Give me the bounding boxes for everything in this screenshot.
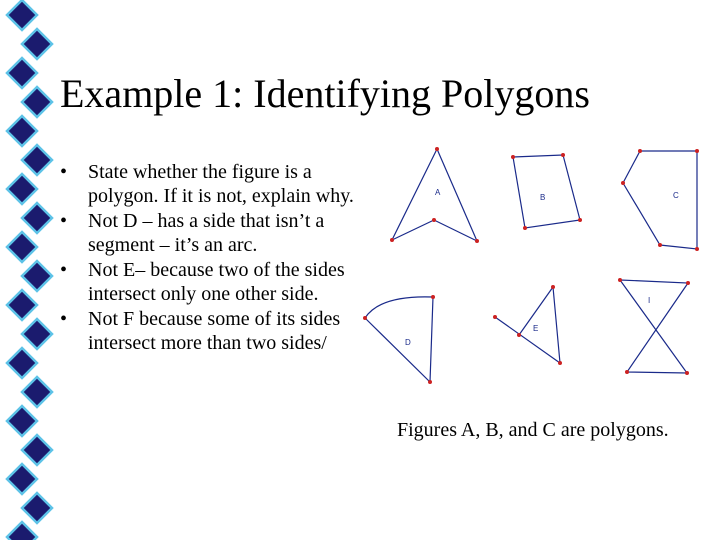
vertex-dot (658, 243, 662, 247)
vertex-dot (625, 370, 629, 374)
figure-f-edges (620, 280, 688, 373)
figure-f-label: I (648, 296, 651, 305)
bullet-dot: • (60, 210, 68, 232)
border-diamond (7, 406, 37, 436)
vertex-dot (523, 226, 527, 230)
figure-d-label: D (405, 338, 411, 347)
border-diamond (22, 87, 52, 117)
vertex-dot (475, 239, 479, 243)
vertex-dot (428, 380, 432, 384)
vertex-dot (431, 295, 435, 299)
border-diamond (22, 377, 52, 407)
figure-b (511, 153, 582, 230)
slide-title: Example 1: Identifying Polygons (60, 71, 590, 116)
figure-d-arc (365, 297, 433, 318)
vertex-dot (432, 218, 436, 222)
border-diamond (22, 203, 52, 233)
vertex-dot (638, 149, 642, 153)
border-diamond (22, 29, 52, 59)
border-diamond (7, 58, 37, 88)
bullet-item (56, 307, 356, 355)
vertex-dot (695, 247, 699, 251)
vertex-dot (578, 218, 582, 222)
figure-b-edges (513, 155, 580, 228)
bullet-item (56, 160, 356, 208)
border-diamond (7, 116, 37, 146)
diamond-border (0, 0, 60, 540)
figures-caption: Figures A, B, and C are polygons. (397, 419, 669, 441)
border-diamond (22, 261, 52, 291)
border-diamond (7, 464, 37, 494)
bullet-dot: • (60, 308, 68, 330)
border-diamond (7, 290, 37, 320)
bullet-item (56, 209, 356, 257)
figure-e-label: E (533, 324, 539, 333)
border-diamond (7, 174, 37, 204)
bullet-dot: • (60, 259, 68, 281)
figure-a (390, 147, 479, 243)
vertex-dot (621, 181, 625, 185)
figure-f (618, 278, 690, 375)
vertex-dot (435, 147, 439, 151)
bullet-text: Not F because some of its sides intersect more than two sides/ (88, 308, 341, 354)
figure-a-label: A (435, 188, 441, 197)
border-diamond (7, 522, 37, 540)
bullet-text: State whether the figure is a polygon. If it is not, explain why. (88, 161, 354, 207)
figure-c-label: C (673, 191, 679, 200)
figure-d-edges (365, 297, 433, 382)
border-diamond (22, 319, 52, 349)
figure-c (621, 149, 699, 251)
vertex-dot (551, 285, 555, 289)
bullet-dot: • (60, 161, 68, 183)
border-diamond (22, 435, 52, 465)
vertex-dot (685, 371, 689, 375)
border-diamond (7, 0, 37, 30)
vertex-dot (511, 155, 515, 159)
border-diamond (7, 232, 37, 262)
figure-e-edges (495, 287, 560, 363)
border-diamond (22, 493, 52, 523)
vertex-dot (390, 238, 394, 242)
vertex-dot (618, 278, 622, 282)
polygon-figures (355, 135, 720, 400)
vertex-dot (363, 316, 367, 320)
vertex-dot (493, 315, 497, 319)
figure-c-edges (623, 151, 697, 249)
bullet-text: Not D – has a side that isn’t a segment – it’s an arc. (88, 210, 325, 256)
figure-b-label: B (540, 193, 546, 202)
vertex-dot (695, 149, 699, 153)
vertex-dot (517, 333, 521, 337)
figure-d (363, 295, 435, 384)
vertex-dot (561, 153, 565, 157)
bullet-text: Not E– because two of the sides intersect only one other side. (88, 259, 345, 305)
bullet-list (56, 160, 356, 356)
border-diamond (22, 145, 52, 175)
bullet-item (56, 258, 356, 306)
vertex-dot (686, 281, 690, 285)
figure-a-edge (437, 149, 477, 241)
border-diamond (7, 348, 37, 378)
vertex-dot (558, 361, 562, 365)
figure-e (493, 285, 562, 365)
